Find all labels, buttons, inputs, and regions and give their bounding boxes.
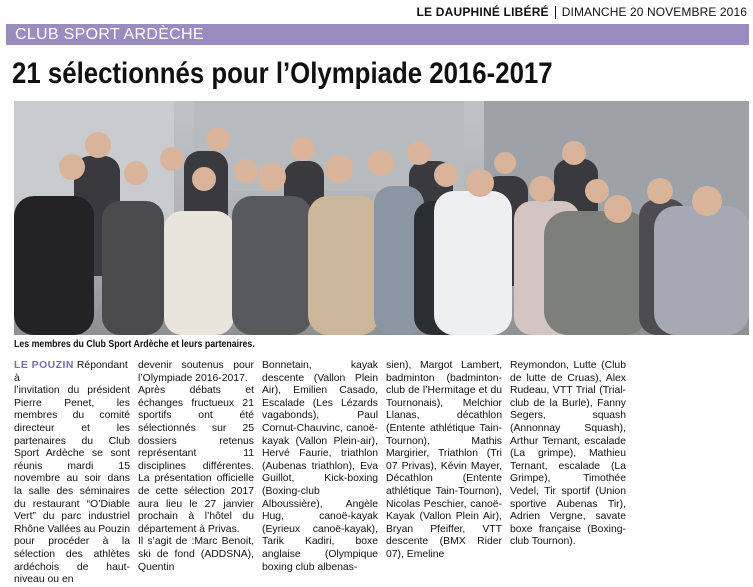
section-label: CLUB SPORT ARDÈCHE — [15, 26, 204, 43]
group-photo — [14, 101, 749, 335]
article-column-4: sien), Margot Lambert, badminton (badminton-club de l’Hermitage et du Tournonais), Melchior Llanas, décathlon (Entente athlétique Tain-Tournon), Mathis Margirier, Triathlon (Tri 07 Privas), Kévin Mayer, Décathlon (Entente athlétique Tain-Tournon), Nicolas Peschier, canoë-Kayak (Vallon Plein Air), Bryan Pfeiffer, VTT descente (BMX Rider 07), Emeline — [386, 360, 502, 560]
group-photo-illustration — [14, 101, 749, 335]
masthead — [416, 4, 747, 20]
dateline: LE POUZIN — [14, 360, 74, 371]
article-column-2: devenir soutenus pour l’Olympiade 2016-2017. Après débats et échanges fructueux 21 sportifs ont été sélectionnés sur 25 dossiers retenus représentant 11 disciplines différentes. La présentation officielle de cette sélection 2017 aura lieu le 27 janvier prochain à l’hôtel du département à Privas. Il s’agit de :Marc Benoit, ski de fond (ADDSNA), Quentin — [138, 360, 254, 573]
newspaper-name: LE DAUPHINÉ LIBÉRÉ — [416, 5, 549, 19]
photo-caption: Les membres du Club Sport Ardèche et leurs partenaires. — [14, 339, 255, 350]
article-headline: 21 sélectionnés pour l’Olympiade 2016-2017 — [12, 57, 553, 90]
article-body — [14, 360, 749, 586]
article-column-5: Reymondon, Lutte (Club de lutte de Cruas), Alex Rudeau, VTT Trial (Trial-club de la Burle), Fanny Segers, squash (Annonnay Squash), Arthur Ternant, escalade (La grimpe), Mathieu Ternant, escalade (La Grimpe), Timothée Vedel, Tir sportif (Union sportive Aubenas Tir), Adrien Vergne, savate boxe française (Boxing-club Tournon). — [510, 360, 626, 548]
publication-date: DIMANCHE 20 NOVEMBRE 2016 — [561, 5, 747, 19]
section-band — [6, 24, 749, 45]
column-1-text: Répondant à l’invitation du président Pierre Penet, les membres du comité directeur et les partenaires du Club Sport Ardèche se sont réunis mardi 15 novembre au soir dans la salle des séminaires du restaurant “O’Diable Vert” du parc industriel Rhône Vallées au Pouzin pour procéder à la sélection des athlètes ardéchois de haut-niveau ou en — [14, 360, 130, 586]
article-column-1 — [14, 360, 130, 586]
article-column-3: Bonnetain, kayak descente (Vallon Plein Air), Emilien Casado, Escalade (Les Lézards vagabonds), Paul Cornut-Chauvinc, canoë-kayak (Vallon Plein-air), Hervé Faurie, triathlon (Aubenas triathlon), Eva Guillot, Kick-boxing (Boxing-club Alboussière), Angèle Hug, canoë-kayak (Eyrieux canoë-kayak), Tarik Kadiri, boxe anglaise (Olympique boxing club albenas- — [262, 360, 378, 573]
masthead-divider — [555, 6, 556, 19]
